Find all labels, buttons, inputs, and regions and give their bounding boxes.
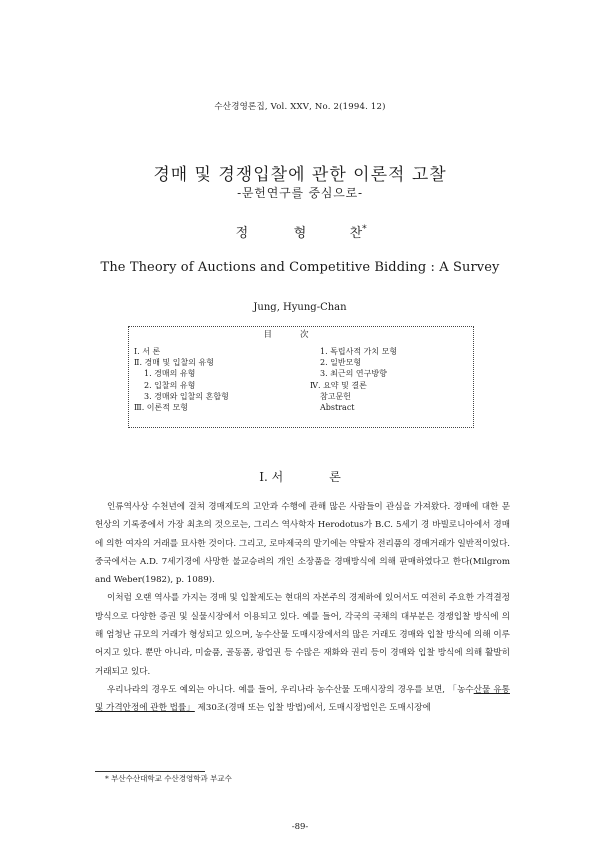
article-title: 경매 및 경쟁입찰에 관한 이론적 고찰 <box>153 165 447 185</box>
toc-item: Abstract <box>320 403 355 413</box>
toc-item: 1. 경매의 유형 <box>144 369 196 379</box>
toc-left-column <box>134 346 229 413</box>
article-subtitle: -문헌연구를 중심으로- <box>237 186 363 200</box>
paragraph: 이처럼 오랜 역사를 가지는 경매 및 입찰제도는 현대의 자본주의 경제하에 있어서도 여전히 주요한 가격결정 방식으로 다양한 증권 및 실물시장에서 이용되고 있다. 예를 들어, 각국의 국채의 대부분은 경쟁입찰 방식에 의해 엄청난 규모의 거래가 형성되고 있으며, 농수산물 도매시장에서의 많은 거래도 경매와 입찰 방식에 의해 이루어지고 있다. 뿐만 아니라, 미술품, 골동품, 광업권 등 수많은 재화와 권리 등이 경매와 입찰 방식에 의해 활발히 거래되고 있다. <box>95 593 510 677</box>
toc-right-column <box>310 346 397 413</box>
toc-item: 1. 독립사적 가치 모형 <box>320 347 398 356</box>
toc-item: 3. 경매와 입찰의 혼합형 <box>144 391 229 401</box>
author-char: 형 <box>293 226 307 241</box>
toc-item: Ⅰ. 서 론 <box>134 347 161 356</box>
toc-item: Ⅳ. 요약 및 결론 <box>310 380 367 390</box>
page-number: -89- <box>291 822 309 832</box>
author-footnote-mark: * <box>362 224 367 235</box>
footnote: * 부산수산대학교 수산경영학과 부교수 <box>105 774 232 783</box>
section-heading-word: 론 <box>329 470 341 484</box>
author-english: Jung, Hyung-Chan <box>253 302 347 313</box>
running-head: 수산경영론집, Vol. ⅩⅩⅤ, No. 2(1994. 12) <box>214 102 386 112</box>
section-heading <box>0 468 600 485</box>
toc-item: 2. 입찰의 유형 <box>144 380 196 390</box>
author-char-text: 찬 <box>349 226 363 241</box>
author-korean <box>0 222 600 241</box>
paragraph <box>95 681 510 718</box>
author-char <box>331 222 385 241</box>
toc-item: Ⅱ. 경매 및 입찰의 유형 <box>134 358 214 368</box>
paragraph: 인류역사상 수천년에 걸쳐 경매제도의 고안과 수행에 관해 많은 사람들이 관심을 가져왔다. 경매에 대한 문헌상의 기록중에서 가장 최초의 것으로는, 그리스 역사학자 Herodotus가 B.C. 5세기 경 바빌로니아에서 경매에 의한 여자의 거래를 묘사한 것이다. 그리고, 로마제국의 말기에는 약탈자 전리품의 경매거래가 일반적이었다. 중국에서는 A.D. 7세기경에 사망한 불교승려의 개인 소장품을 경매방식에 의해 판매하였다고 한다(Milgrom and Weber(1982), p. 1089). <box>95 502 510 586</box>
section-heading-number: Ⅰ. 서 <box>259 470 284 484</box>
toc-item: 참고문헌 <box>320 391 351 401</box>
article-title-english: The Theory of Auctions and Competitive Bidding : A Survey <box>100 260 500 275</box>
toc-item: 2. 일반모형 <box>320 358 362 368</box>
body-text <box>95 498 510 718</box>
toc-item: 3. 최근의 연구방향 <box>320 369 387 379</box>
paragraph-text: 제30조(경매 또는 입찰 방법)에서, 도매시장법인은 도매시장에 <box>194 703 431 714</box>
paragraph-text: 우리나라의 경우도 예외는 아니다. 예를 들어, 우리나라 농수산물 도매시장의 경우를 보면, 「농수 <box>107 684 474 695</box>
footnote-divider <box>95 771 205 772</box>
toc-item: Ⅲ. 이론적 모형 <box>134 403 188 413</box>
author-char: 정 <box>235 226 249 241</box>
toc-heading: 目次 <box>263 330 337 340</box>
law-title: 산물 유통 및 가격안정에 관한 법률」 <box>95 684 510 714</box>
